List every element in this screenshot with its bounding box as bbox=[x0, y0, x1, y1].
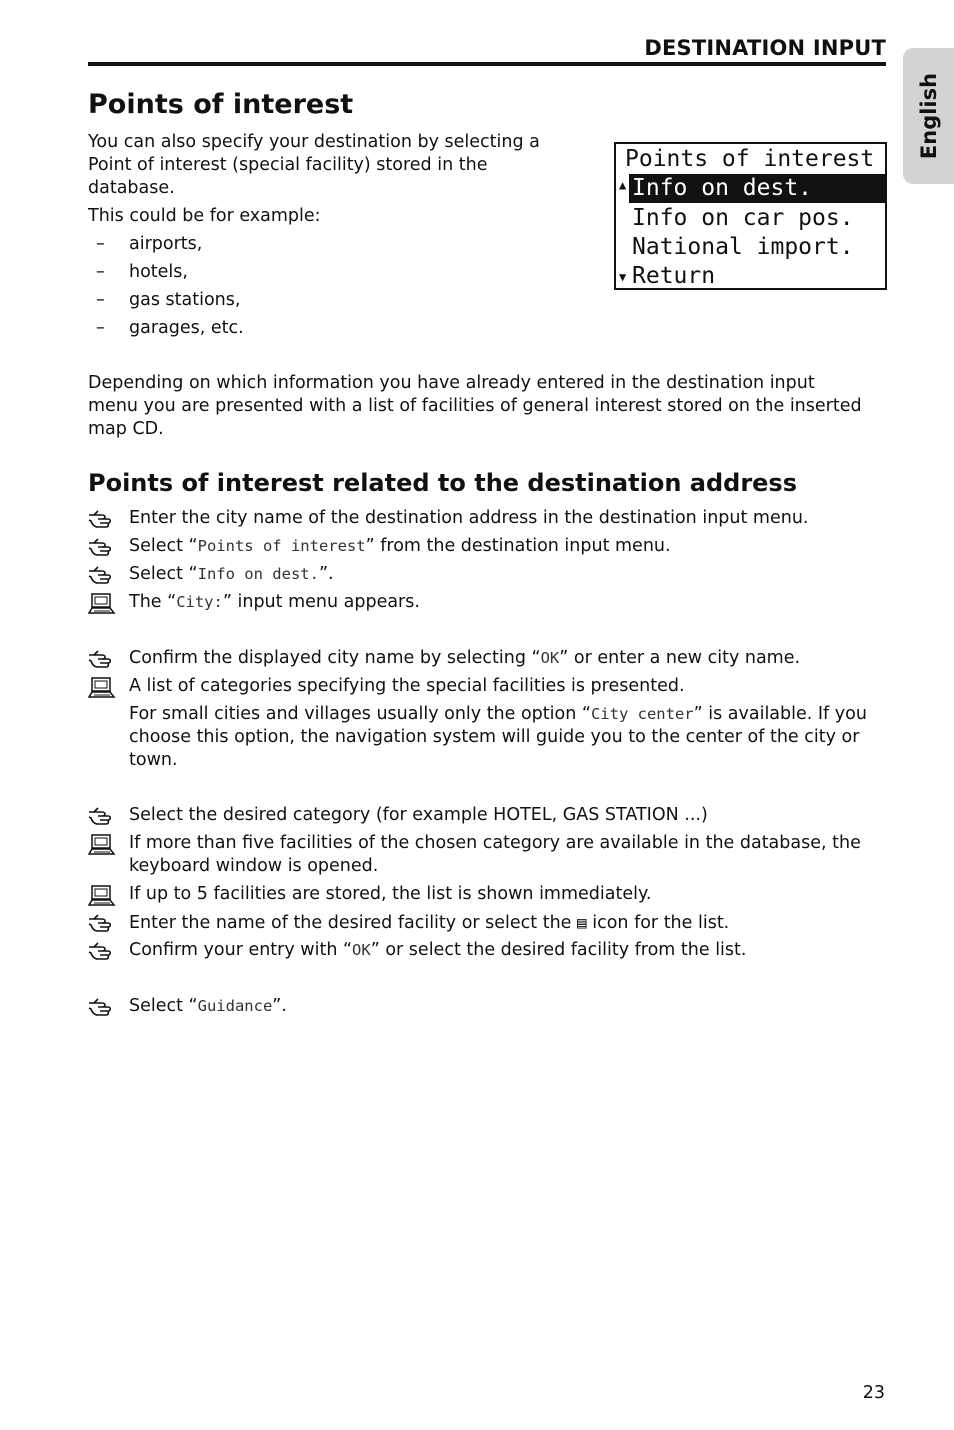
list-item: – gas stations, bbox=[96, 290, 241, 310]
description-paragraph: Depending on which information you have already entered in the destination input menu you are presented with a list of facilities of general interest stored on the inserted map CD. bbox=[88, 373, 862, 439]
instruction-step bbox=[88, 832, 878, 878]
step-text: If up to 5 facilities are stored, the list is shown immediately. bbox=[129, 884, 652, 904]
lcd-menu-item: National import. bbox=[632, 234, 854, 260]
display-text: Guidance bbox=[197, 997, 273, 1015]
lcd-menu-item: Info on car pos. bbox=[632, 205, 854, 231]
instruction-step bbox=[88, 591, 878, 614]
display-screen-icon bbox=[88, 834, 116, 854]
list-item: – airports, bbox=[96, 234, 203, 254]
intro-paragraph: You can also specify your destination by selecting a Point of interest (special facility) stored in the database. bbox=[88, 132, 540, 198]
step-text: If more than five facilities of the chosen category are available in the database, the keyboard window is opened. bbox=[129, 833, 861, 876]
hand-pointer-icon bbox=[88, 649, 116, 669]
language-tab bbox=[903, 48, 954, 184]
display-screen-icon bbox=[88, 677, 116, 697]
language-tab-label: English bbox=[916, 72, 941, 160]
step-text: Confirm the displayed city name by selecting “OK” or enter a new city name. bbox=[129, 648, 801, 668]
page-title: Points of interest bbox=[88, 89, 354, 120]
lcd-menu-item-selected: Info on dest. bbox=[629, 174, 885, 203]
instruction-step bbox=[88, 703, 878, 772]
list-item: – hotels, bbox=[96, 262, 188, 282]
display-text: City: bbox=[176, 593, 223, 611]
example-label: This could be for example: bbox=[88, 206, 321, 226]
hand-pointer-icon bbox=[88, 565, 116, 585]
header-rule bbox=[88, 62, 886, 66]
step-text: Enter the city name of the destination address in the destination input menu. bbox=[129, 508, 809, 528]
instruction-step bbox=[88, 939, 878, 962]
step-text: Select “Points of interest” from the destination input menu. bbox=[129, 536, 671, 556]
lcd-display bbox=[614, 142, 887, 290]
instruction-step bbox=[88, 883, 878, 906]
instruction-step bbox=[88, 675, 878, 698]
instruction-step bbox=[88, 563, 878, 586]
instruction-step bbox=[88, 535, 878, 558]
hand-pointer-icon bbox=[88, 537, 116, 557]
instruction-step bbox=[88, 804, 878, 827]
step-text: Confirm your entry with “OK” or select the desired facility from the list. bbox=[129, 940, 747, 960]
example-list bbox=[88, 233, 244, 345]
step-text: Select the desired category (for example HOTEL, GAS STATION ...) bbox=[129, 805, 708, 825]
section-header: DESTINATION INPUT bbox=[644, 36, 886, 60]
page-number: 23 bbox=[862, 1383, 885, 1403]
hand-pointer-icon bbox=[88, 806, 116, 826]
hand-pointer-icon bbox=[88, 509, 116, 529]
display-text: Info on dest. bbox=[197, 565, 319, 583]
step-text: A list of categories specifying the special facilities is presented. bbox=[129, 676, 685, 696]
hand-pointer-icon bbox=[88, 941, 116, 961]
display-text: Points of interest bbox=[197, 537, 366, 555]
instruction-step bbox=[88, 911, 878, 935]
instruction-step bbox=[88, 507, 878, 530]
scroll-up-arrow-icon: ▲ bbox=[619, 178, 627, 192]
section-subtitle: Points of interest related to the destination address bbox=[88, 469, 797, 497]
lcd-menu-item: Return bbox=[632, 263, 716, 289]
step-text: Select “Info on dest.”. bbox=[129, 564, 334, 584]
display-screen-icon bbox=[88, 593, 116, 613]
instruction-step bbox=[88, 647, 878, 670]
scroll-down-arrow-icon: ▼ bbox=[619, 270, 627, 284]
display-text: City center bbox=[590, 705, 694, 723]
display-screen-icon bbox=[88, 885, 116, 905]
step-text: Select “Guidance”. bbox=[129, 996, 287, 1016]
list-item: – garages, etc. bbox=[96, 318, 244, 338]
hand-pointer-icon bbox=[88, 997, 116, 1017]
display-text: OK bbox=[540, 649, 560, 667]
step-text: For small cities and villages usually only the option “City center” is available. If you choose this option, the navigation system will guide you to the center of the city or town. bbox=[129, 704, 867, 770]
lcd-title: Points of interest bbox=[625, 146, 875, 172]
list-icon: ▤ bbox=[577, 913, 587, 932]
step-text: The “City:” input menu appears. bbox=[129, 592, 420, 612]
display-text: OK bbox=[352, 941, 371, 959]
step-text: Enter the name of the desired facility or select the ▤ icon for the list. bbox=[129, 913, 730, 933]
instruction-step bbox=[88, 995, 878, 1018]
hand-pointer-icon bbox=[88, 913, 116, 933]
